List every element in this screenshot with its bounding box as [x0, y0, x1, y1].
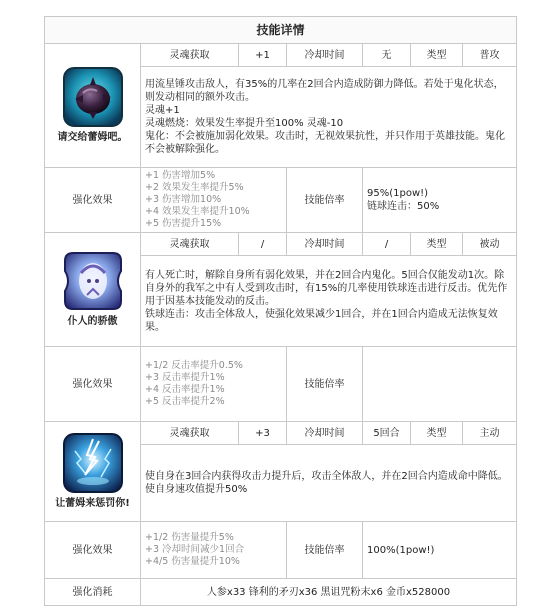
enhance-label: 强化效果	[45, 522, 141, 579]
skill-3-enhance-list	[141, 522, 287, 579]
multiplier-label: 技能倍率	[287, 168, 363, 233]
skill-1-multiplier	[363, 168, 517, 233]
skill-1-name: 请交给蕾姆吧。	[57, 132, 128, 143]
skill-2-enhance-list	[141, 347, 287, 422]
enhance-item: +4 效果发生率提升10%	[145, 206, 250, 217]
skill-3-description	[141, 445, 517, 522]
skill-1-desc-line: 用流星锤攻击敌人，有35%的几率在2回合内造成防御力降低。若处于鬼化状态，则发动相同的额外攻击。	[145, 79, 504, 103]
enhance-item: +2 效果发生率提升5%	[145, 182, 244, 193]
skill-3-icon-cell	[45, 422, 141, 522]
multiplier-value: 100%(1pow!)	[367, 544, 435, 556]
skill-1-header-row	[45, 44, 517, 67]
type-label: 类型	[411, 422, 463, 445]
enhance-item: +1 伤害增加5%	[145, 170, 216, 181]
skill-2-icon-cell	[45, 233, 141, 347]
consume-items: 人参x33 锋利的矛刃x36 黑诅咒粉末x6 金币x528000	[141, 579, 517, 606]
multiplier-label: 技能倍率	[287, 522, 363, 579]
enhance-item: +5 伤害提升15%	[145, 218, 222, 229]
enhance-item: +1/2 反击率提升0.5%	[145, 360, 243, 371]
enhance-item: +1/2 伤害量提升5%	[145, 532, 234, 543]
skill-2-header-row	[45, 233, 517, 256]
skill-1-icon-cell	[45, 44, 141, 168]
skill-1-description	[141, 67, 517, 168]
enhance-item: +4 反击率提升1%	[145, 384, 225, 395]
soul-label: 灵魂获取	[141, 44, 239, 67]
dark-spiked-ball-icon	[63, 67, 123, 127]
cooldown-label: 冷却时间	[287, 233, 363, 256]
skill-3-desc-line: 使自身在3回合内获得攻击力提升后，攻击全体敌人，并在2回合内造成命中降低。使自身速攻值提升50%	[145, 471, 508, 495]
skill-1-soul-value: +1	[239, 44, 287, 67]
multiplier-value: 95%(1pow!)	[367, 188, 429, 199]
consume-label: 强化消耗	[45, 579, 141, 606]
enhance-item: +4/5 伤害量提升10%	[145, 556, 240, 567]
type-label: 类型	[411, 233, 463, 256]
page-title: 技能详情	[45, 17, 517, 44]
skill-3-multiplier	[363, 522, 517, 579]
enhance-item: +3 冷却时间减少1回合	[145, 544, 245, 555]
skill-details-panel	[44, 16, 516, 606]
skill-2-description	[141, 256, 517, 347]
skill-1-desc-line: 鬼化：不会被施加弱化效果。攻击时，无视效果抗性，并只作用于英雄技能。鬼化不会被解除强化。	[145, 131, 505, 155]
enhance-item: +3 反击率提升1%	[145, 372, 225, 383]
soul-label: 灵魂获取	[141, 233, 239, 256]
skill-2-desc-line: 铁球连击：攻击全体敌人，使强化效果减少1回合，并在1回合内造成无法恢复效果。	[145, 308, 498, 333]
skill-2-desc-line: 有人死亡时，解除自身所有弱化效果，并在2回合内鬼化。5回合仅能发动1次。除自身外的我军之中有人受到攻击时，有15%的几率使用铁球连击进行反击。优先作用于因基本技能发动的反击。	[145, 269, 508, 307]
type-label: 类型	[411, 44, 463, 67]
multiplier-label: 技能倍率	[287, 347, 363, 422]
enhance-label: 强化效果	[45, 168, 141, 233]
enhance-item: +5 反击率提升2%	[145, 396, 225, 407]
enhance-item: +3 伤害增加10%	[145, 194, 222, 205]
multiplier-value: 链球连击：50%	[367, 201, 440, 212]
cooldown-label: 冷却时间	[287, 422, 363, 445]
skill-3-cooldown-value: 5回合	[363, 422, 411, 445]
skill-1-type-value: 普攻	[463, 44, 517, 67]
maid-pride-icon	[63, 251, 123, 311]
skill-3-soul-value: +3	[239, 422, 287, 445]
cooldown-label: 冷却时间	[287, 44, 363, 67]
skill-table	[44, 16, 517, 606]
lightning-storm-icon	[63, 433, 123, 493]
skill-1-cooldown-value: 无	[363, 44, 411, 67]
skill-1-desc-line: 灵魂燃烧：效果发生率提升至100% 灵魂-10	[145, 118, 344, 129]
enhance-label: 强化效果	[45, 347, 141, 422]
skill-2-multiplier	[363, 347, 517, 422]
skill-2-cooldown-value: /	[363, 233, 411, 256]
skill-1-desc-line: 灵魂+1	[145, 105, 180, 116]
skill-3-type-value: 主动	[463, 422, 517, 445]
skill-2-type-value: 被动	[463, 233, 517, 256]
skill-3-name: 让蕾姆来惩罚你!	[55, 498, 130, 509]
skill-2-soul-value: /	[239, 233, 287, 256]
skill-3-header-row	[45, 422, 517, 445]
skill-2-name: 仆人的骄傲	[67, 316, 118, 327]
soul-label: 灵魂获取	[141, 422, 239, 445]
skill-1-enhance-list	[141, 168, 287, 233]
